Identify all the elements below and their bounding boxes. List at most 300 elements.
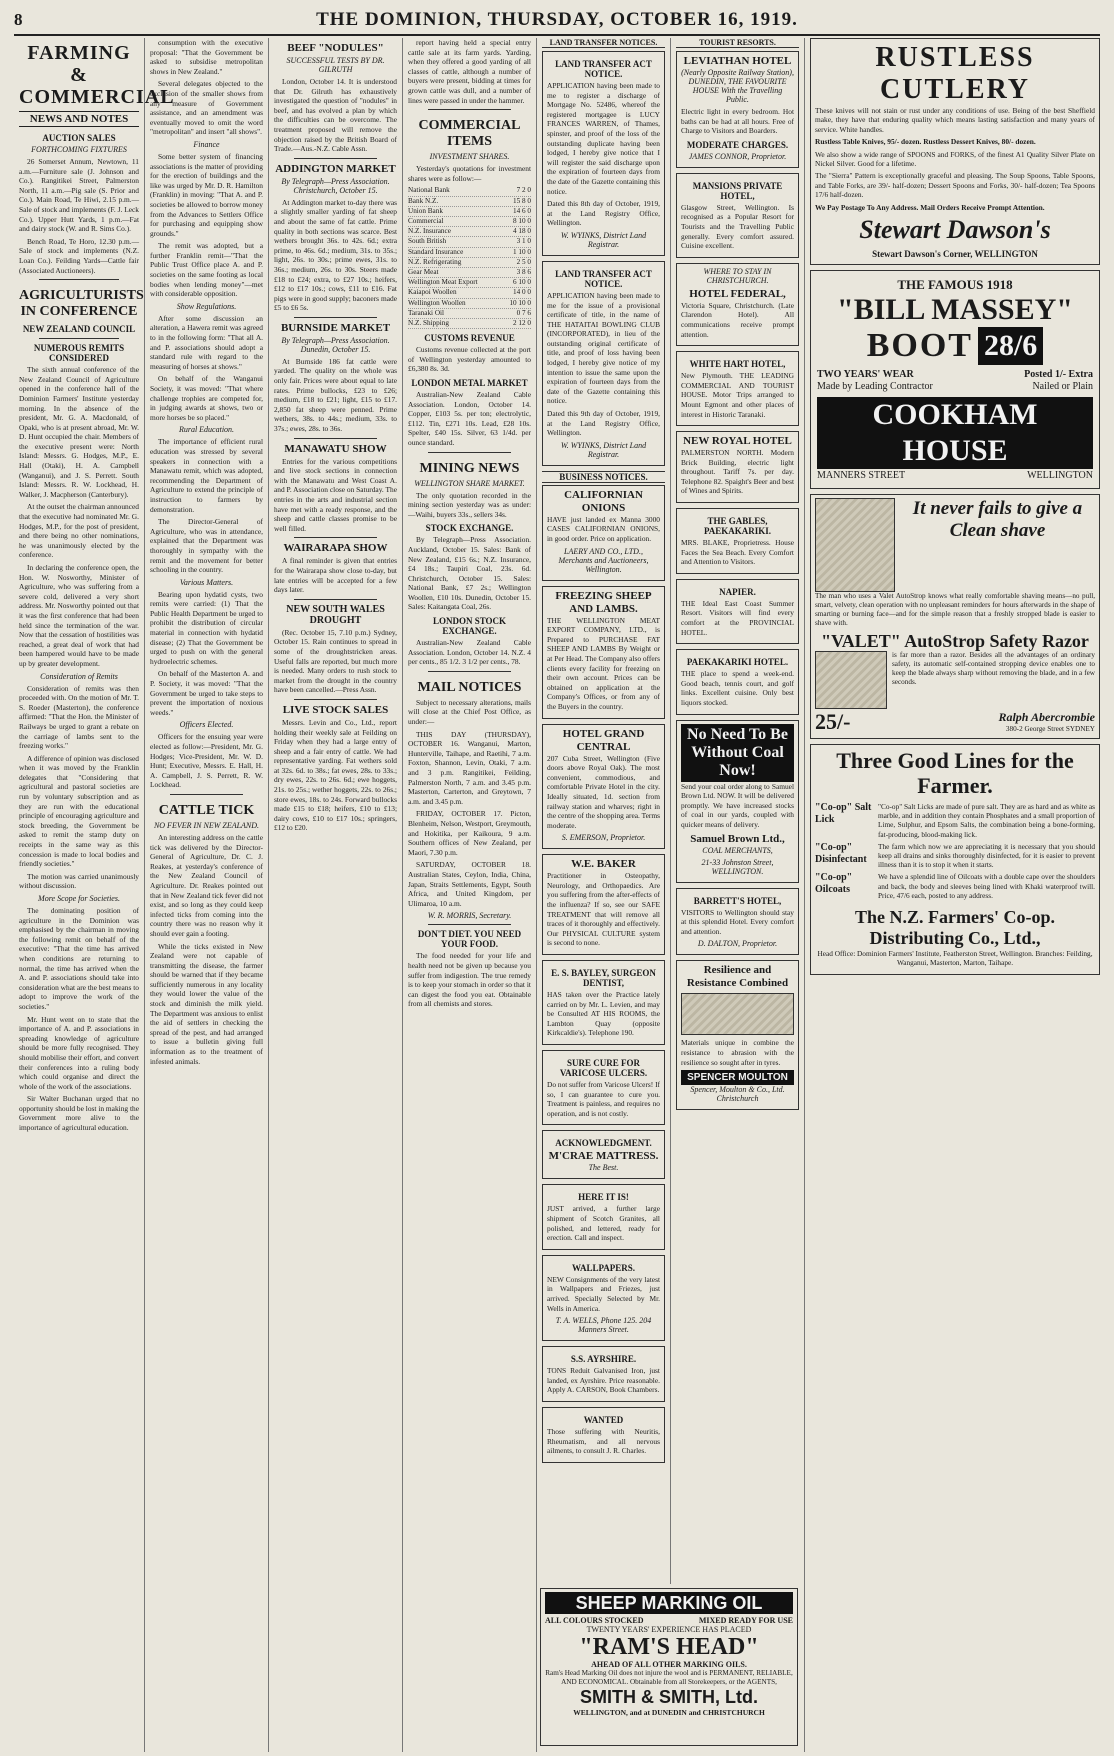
- ad-title: SHEEP MARKING OIL: [545, 1592, 793, 1614]
- ad-text: is far more than a razor. Besides all the advantages of an ordinary safety, its automatic self-contained stropping device enables one to keep the blade always sharp without removing the blade, and in a few seconds.: [892, 651, 1095, 687]
- share-name: South British: [408, 237, 447, 246]
- ad-title: Resilience and Resistance Combined: [686, 964, 789, 990]
- share-price: 14 6 0: [513, 206, 531, 215]
- notice-date: Dated this 8th day of October, 1919, at the Land Registry Office, Wellington.: [547, 199, 660, 228]
- divider: [170, 794, 243, 795]
- table-row: [408, 217, 531, 227]
- auction-text-1: 26 Somerset Annum, Newtown, 11 a.m.—Furniture sale (J. Johnson and Co.). Rangitikei Street, Palmerston North, 11 a.m.—Pig sale (S. Prior and Co.). Main Road, Te Hiwi, 2.15 p.m.—Sale of stock and implements (F. J. Leck Co.). Upper Hutt Yards, 1 p.m.—Fat and dairy stock (W. and R. Sims Co.).: [19, 157, 139, 234]
- burnside-title: BURNSIDE MARKET: [280, 321, 391, 334]
- ad-title: WANTED: [583, 1414, 624, 1425]
- rural-heading: Rural Education.: [178, 425, 235, 435]
- table-row: [408, 319, 531, 329]
- article-para: A final reminder is given that entries for the Wairarapa show close to-day, but late entries will be accepted for a few days later.: [274, 556, 397, 595]
- baker-ad: [542, 854, 665, 955]
- agri-para: At the outset the chairman announced that the executive had nominated Mr. G. Hodges, M.P., for the post of president, and there being no other nominations, he was unanimously elected by the conference.: [19, 502, 139, 560]
- ad-text: The farm which now we are appreciating it is necessary that you should keep all drains and sinks thoroughly disinfected, for it is easier to prevent illness than it is to stop it when it starts.: [878, 841, 1095, 870]
- divider: [428, 452, 511, 453]
- ad-title: NEW ROYAL HOTEL: [683, 435, 792, 448]
- article-para: At Addington market to-day there was a slightly smaller yarding of fat sheep and about the same of fat cattle. Prime quality in both sections was scarce. Best wethers brought 36s. to 42s. 6d.; extra prime, to 46s. 6d.; medium, 31s. to 35s.; light, 26s. to 30s.; prime ewes, 31s. to 36s.; medium, 26s. to 30s. Steers made £18 to £24; extra, to £27 10s.; heifers, £12 to £17 10s.; cows, £11 to £16. Fat pigs were in good supply; baconers made £5 to £6 5s.: [274, 197, 397, 313]
- sheep-options: [545, 1616, 793, 1625]
- razor-case-illustration: [815, 651, 887, 709]
- share-price: 2 12 0: [513, 318, 531, 327]
- ad-title: FREEZING SHEEP AND LAMBS.: [555, 589, 652, 615]
- article-para: The Director-General of Agriculture, who was in attendance, explained that the Department was thoroughly in sympathy with the remit and the movement for better schooling in the country.: [150, 517, 263, 575]
- share-name: Commercial: [408, 216, 444, 225]
- agri-para: Sir Walter Buchanan urged that no opportunity should be lost in making the Government more alive to the importance of agricultural education.: [19, 1094, 139, 1133]
- article-para: Officers for the ensuing year were elected as follow:—President, Mr. G. Hodges; Vice-President, Mr. W. D. Hunt; Executive, Messrs. E. Hall, H. A. Campbell, J. S. Perrett, R. W. Lockhead.: [150, 732, 263, 790]
- mail-intro: Subject to necessary alterations, mails will close at the Chief Post Office, as under:—: [408, 697, 531, 727]
- ad-title: RUSTLESS CUTLERY: [875, 42, 1035, 105]
- table-row: [408, 186, 531, 196]
- mansions-ad: [676, 173, 799, 258]
- ad-title: "BILL MASSEY": [837, 293, 1073, 327]
- ad-address: MANNERS STREET: [817, 470, 906, 482]
- article-para: Messrs. Levin and Co., Ltd., report holding their weekly sale at Feilding on Friday when they had a large entry of sheep and a fair entry of cattle. We had representative yarding. Fat wethers sold at 32s. 6d. to 38s.; fat ewes, 28s. to 33s.; dry ewes, 22s. to 26s. 6d.; ewe hoggets, 21s. to 25s.; wether hoggets, 22s. to 26s.; store ewes, 18s. to 24s. Forward bullocks made £15 to £18; heifers, £10 to £13; dairy cows, £10 to £17 10s.; springers, £12 to £20.: [274, 717, 397, 833]
- ad-price: 28/6: [978, 327, 1043, 365]
- finance-heading: Finance: [193, 139, 220, 149]
- table-row: [408, 197, 531, 207]
- beef-title: BEEF "NODULES": [287, 42, 384, 54]
- land-transfer-notice-2: [542, 261, 665, 466]
- table-row: [408, 258, 531, 268]
- tyre-ad: [676, 960, 799, 1110]
- ayrshire-ad: [542, 1346, 665, 1402]
- share-price: 0 7 6: [516, 308, 531, 317]
- article-para: London, October 14. It is understood that Dr. Gilruth has exhaustively investigated the question of "nodules" in beef, and has evolved a plan by which the difficulties can be overcome. The treatment proposed will remove the objection raised by the British Board of Trade.—Aus.-N.Z. Cable Assn.: [274, 77, 397, 154]
- article-para: Customs revenue collected at the port of Wellington yesterday amounted to £6,380 8s. 3d.: [408, 345, 531, 374]
- ad-brand: The N.Z. Farmers' Co-op. Distributing Co., Ltd.,: [855, 907, 1055, 949]
- ad-title: HERE IT IS!: [578, 1192, 629, 1203]
- business-header: BUSINESS NOTICES.: [542, 471, 665, 483]
- share-price: 3 8 6: [516, 267, 531, 276]
- table-row: [408, 278, 531, 288]
- commercial-title: COMMERCIAL ITEMS: [418, 118, 521, 150]
- mining-title: MINING NEWS: [419, 460, 520, 476]
- agri-para: The motion was carried unanimously without discussion.: [19, 871, 139, 891]
- share-name: National Bank: [408, 186, 450, 195]
- table-row: [408, 299, 531, 309]
- ad-brand: M'CRAE MATTRESS.: [548, 1150, 659, 1163]
- ad-brand: COOKHAM HOUSE: [817, 397, 1093, 469]
- notice-text: APPLICATION having been made to me for the issue of a provisional certificate of title, in the name of THE HATAITAI BOWLING CLUB (INCORPORATED), in lieu of the outstanding original certificate of title, and proof of loss having been lodged, I hereby give notice of my intention to issue the same upon the expiration of fourteen days from the date of the Gazette containing this notice.: [547, 290, 660, 406]
- notice-title: LAND TRANSFER ACT NOTICE.: [555, 59, 652, 79]
- various-heading: Various Matters.: [179, 577, 234, 587]
- ad-text: AHEAD OF ALL OTHER MARKING OILS.: [591, 1660, 747, 1669]
- share-price: 2 5 0: [516, 257, 531, 266]
- coop-line: [815, 872, 1095, 903]
- hotel-grand-central-ad: [542, 724, 665, 850]
- share-price: 7 2 0: [516, 186, 531, 195]
- article-para: consumption with the executive proposal: "That the Government be asked to subsidise metropolitan shows in New Zealand.": [150, 38, 263, 76]
- ad-signature: LAERY AND CO., LTD., Merchants and Auctioneers, Wellington.: [558, 546, 649, 574]
- table-row: [408, 309, 531, 319]
- ad-text: These knives will not stain or rust under any conditions of use. Being of the best Sheffield make, they have that enduring quality which means lasting satisfaction and many years of service. White handles.: [815, 106, 1095, 134]
- cattle-tick-title: CATTLE TICK: [158, 802, 255, 818]
- london-exchange-title: LONDON STOCK EXCHANGE.: [432, 616, 507, 637]
- table-row: [408, 248, 531, 258]
- cookham-address: [817, 469, 1093, 482]
- ad-text: Practitioner in Osteopathy, Neurology, and Orthopaedics. Are you suffering from the after-effects of the influenza? If so, see our SAFE TREATMENT that will remove all traces of it thoroughly and effectively. Our PHYSICAL CULTURE system is second to none.: [547, 871, 660, 948]
- shaving-man-illustration: [815, 498, 895, 592]
- razor-top: [815, 498, 1095, 592]
- addington-subtitle: By Telegraph—Press Association. Christchurch, October 15.: [281, 176, 390, 195]
- article-para: The remit was adopted, but a further Franklin remit—"That the Public Trust Office place A. and P. societies on the same footing as local bodies when lending money"—met with considerable opposition.: [150, 241, 263, 299]
- share-name: N.Z. Insurance: [408, 227, 451, 236]
- ad-text: Glasgow Street, Wellington. Is recognised as a Popular Resort for Tourists and the Travelling Public generally. Every comfort assured. Cuisine excellent.: [681, 202, 794, 251]
- ad-text: We have a splendid line of Oilcoats with a double cape over the shoulders and back, the body and sleeves being lined with Khaki waterproof twill. Price, 47/6 each, posted to any address.: [878, 872, 1095, 900]
- ad-brand: "RAM'S HEAD": [579, 1634, 759, 1660]
- ad-text: NEW Consignments of the very latest in Wallpapers and Friezes, just arrived. Specially Selected by Mr. Wells in America.: [547, 1274, 660, 1313]
- ad-subtitle: COAL MERCHANTS,: [702, 845, 773, 855]
- share-price: 4 18 0: [513, 227, 531, 236]
- ad-text: TONS Reduit Galvanised Iron, just landed, ex Ayrshire. Price reasonable. Apply A. CARSON, Book Chambers.: [547, 1366, 660, 1395]
- london-metal-title: LONDON METAL MARKET: [411, 377, 528, 388]
- article-para: The only quotation recorded in the mining section yesterday was as under:—Waihi, buyers 33s., sellers 34s.: [408, 490, 531, 519]
- ad-text: HAS taken over the Practice lately carried on by Mr. L. Levien, and may be Consulted AT HIS ROOMS, the Lambton Quay (opposite Kirkcaldie's). Telephone 190.: [547, 990, 660, 1038]
- ad-text: MIXED READY FOR USE: [698, 1616, 793, 1625]
- addington-title: ADDINGTON MARKET: [275, 162, 396, 175]
- divider: [428, 924, 511, 925]
- article-para: On behalf of the Wanganui Society, it was moved: "That where challenge trophies are competed for, in judging awards at shows, two or more horses be so placed.": [150, 374, 263, 422]
- section-heading: FARMING & COMMERCIAL: [19, 42, 175, 108]
- column-notices: [536, 38, 670, 1752]
- ad-title: SURE CURE FOR VARICOSE ULCERS.: [559, 1058, 648, 1078]
- section-subheading: NEWS AND NOTES: [19, 111, 139, 127]
- farmers-coop-ad: [810, 744, 1100, 974]
- ad-word: BOOT: [866, 327, 973, 365]
- varicose-ad: [542, 1050, 665, 1125]
- ad-text: The "Sierra" Pattern is exceptionally graceful and pleasing. The Soup Spoons, Table Spoons, and Table Forks, are 39/- half-dozen; Dessert Spoons and Forks, 30/- half-dozen; Tea Spoons 17/6 half-dozen.: [815, 171, 1095, 200]
- ad-title: E. S. BAYLEY, SURGEON DENTIST,: [551, 968, 656, 989]
- diet-title: DON'T DIET. YOU NEED YOUR FOOD.: [417, 929, 522, 950]
- boot-details: [817, 369, 1093, 393]
- tourist-header: TOURIST RESORTS.: [676, 38, 799, 48]
- divider: [294, 537, 377, 538]
- share-name: Taranaki Oil: [408, 308, 445, 317]
- article-para: The importance of efficient rural education was stressed by several speakers in connection with a Manawatu remit, which was adopted, recommending the Department of Agriculture to extend the principle of instruction to farmers by demonstration.: [150, 437, 263, 514]
- share-name: Wellington Meat Export: [408, 278, 478, 287]
- autostrop-razor-ad: [810, 494, 1100, 739]
- ad-text: Made by Leading Contractor: [817, 381, 933, 393]
- ad-address: WELLINGTON: [1027, 470, 1093, 482]
- article-para: Australian-New Zealand Cable Association. London, October 14. Copper, £103 5s. per ton; electrolytic, £112. Tin, £271 10s. Lead, £28 10s. Spelter, £40 15s. Silver, 63 1/4d. per ounce standard.: [408, 389, 531, 447]
- ad-price: 25/-: [815, 709, 851, 735]
- ad-text: The Best.: [588, 1163, 619, 1173]
- share-name: Standard Insurance: [408, 247, 464, 256]
- white-hart-ad: [676, 351, 799, 426]
- ad-text: PALMERSTON NORTH. Modern Brick Building, electric light throughout. Tariff 7s. per day. Telephone 82. Spaight's Beer and best of Wines and Spirits.: [681, 448, 794, 496]
- agri-title: AGRICULTURISTS IN CONFERENCE: [19, 288, 144, 320]
- investment-table: [408, 186, 531, 329]
- remits-title: NUMEROUS REMITS CONSIDERED: [33, 343, 125, 364]
- acknowledgment-ad: [542, 1130, 665, 1179]
- ad-address: Head Office: Dominion Farmers' Institute, Featherston Street, Wellington. Branches: Feilding, Wanganui, Masterton, Marton, Taihape.: [817, 949, 1093, 968]
- ad-title: S.S. AYRSHIRE.: [570, 1354, 637, 1365]
- wanted-ad: [542, 1407, 665, 1463]
- ad-text: 207 Cuba Street, Wellington (Five doors above Royal Oak). The most convenient, commodious, and comfortable Private Hotel in the city. Ideally situated, 1d. section from railway station and wharves; right in the centre of the shopping area. Terms moderate.: [547, 753, 660, 830]
- share-name: N.Z. Refrigerating: [408, 257, 462, 266]
- mail-para: THIS DAY (THURSDAY), OCTOBER 16. Wanganui, Marton, Hunterville, Taihape, and Raetihi, 7 a.m. Foxton, Shannon, Levin, Otaki, 7 a.m. and 3 p.m. Rangitikei, Feilding, Palmerston North, 7 a.m. and 3.45 p.m. Masterton, Carterton, and Greytown, 7 a.m. and 3.45 p.m.: [408, 729, 531, 806]
- column-markets: [268, 38, 402, 1752]
- ad-signature: JAMES CONNOR, Proprietor.: [688, 151, 787, 161]
- notice-signature: W. WYINKS, District Land Registrar.: [560, 440, 647, 459]
- wairarapa-title: WAIRARAPA SHOW: [283, 542, 388, 555]
- article-para: By Telegraph—Press Association. Auckland, October 15. Sales: Bank of New Zealand, £15 6s.; N.Z. Insurance, £4 18s.; Taupiri Coal, 23s. 6d. Christchurch, October 15. Sales: National Bank, £7 2s.; Wellington Woollen, £10 10s. Dunedin, October 15. Sales: Kaitangata Coal, 26s.: [408, 535, 531, 612]
- razor-footer: [815, 709, 1095, 735]
- ad-text: Materials unique in combine the resistance to abrasion with the resilience so sought after in tyres.: [681, 1038, 794, 1067]
- column-commercial: [402, 38, 536, 1752]
- ad-label: "Co-op" Salt Lick: [815, 802, 872, 826]
- officers-heading: Officers Elected.: [179, 720, 234, 730]
- freezing-ad: [542, 586, 665, 719]
- article-para: (Rec. October 15, 7.10 p.m.) Sydney, October 15. Rain continues to spread in some of the droughtstricken areas. Useful falls are reported, but much more is needed. Many orders to rush stock to market from the drought in the country have been cancelled.—Press Assn.: [274, 627, 397, 695]
- ad-title: MANSIONS PRIVATE HOTEL,: [692, 180, 783, 201]
- notice-text: APPLICATION having been made to me to register a discharge of Mortgage No. 52486, whereof the registered mortgagee is LUCY FRANCES WARREN, of Thames, spinster, and proof of the loss of the outstanding duplicate having been lodged, I hereby give notice that I will register the said discharge upon the expiration of fourteen days from the date of the Gazette containing this notice.: [547, 81, 660, 196]
- notice-date: Dated this 9th day of October, 1919, at the Land Registry Office, Wellington.: [547, 409, 660, 438]
- ad-title: CALIFORNIAN ONIONS: [564, 488, 643, 514]
- ad-text: Nailed or Plain: [1032, 381, 1093, 393]
- manawatu-title: MANAWATU SHOW: [284, 442, 387, 455]
- stock-exchange-title: STOCK EXCHANGE.: [425, 523, 514, 534]
- ad-tagline: It never fails to give a Clean shave: [912, 498, 1083, 542]
- ad-text: THE Ideal East Coast Summer Resort. Visitors will find every comfort at the PROVINCIAL HOTEL.: [681, 598, 794, 637]
- ad-text: Victoria Square, Christchurch. (Late Clarendon Hotel). All communications receive prompt attention.: [681, 300, 794, 339]
- agri-para: Consideration of remits was then proceeded with. On the motion of Mr. T. S. Roeder (Masterton), the conference affirmed: "That the Hon. the Minister of Railways be urged to grant a rebate on the carriage of lambs sent to the freezing works.": [19, 683, 139, 751]
- agri-para: The dominating position of agriculture in the Dominion was emphasised by the chairman in moving the following remit on behalf of the executive: "That the time has arrived when conditions are returning to normal, the time has arrived when the A. and P. associations should take into consideration what are the best means to adopt to improve the work of the societies.": [19, 906, 139, 1011]
- mail-title: MAIL NOTICES: [417, 679, 522, 695]
- ad-prices: Rustless Table Knives, 95/- dozen. Rustless Dessert Knives, 80/- dozen.: [815, 137, 1036, 147]
- article-para: Entries for the various competitions and live stock sections in connection with the Manawatu and West Coast A. and P. Association close on Saturday. The entries in the arts and industrial section have met with a ready response, and the sheep and cattle classes promise to be well filled.: [274, 456, 397, 533]
- customs-title: CUSTOMS REVENUE: [424, 333, 515, 344]
- investment-title: INVESTMENT SHARES.: [429, 152, 510, 162]
- ad-address: Stewart Dawson's Corner, WELLINGTON: [872, 249, 1038, 260]
- ad-brand: "VALET" AutoStrop Safety Razor: [821, 631, 1089, 652]
- ad-text: THE WELLINGTON MEAT EXPORT COMPANY, LTD., is Prepared to PURCHASE FAT SHEEP AND LAMBS By Weight or at Per Head. The Company also offers clients every facility for freezing on their own account. Prices can be obtained on application at the Company's Offices, or from any of the Buyers in the country.: [547, 615, 660, 711]
- onions-ad: [542, 485, 665, 581]
- ad-address: WELLINGTON, and at DUNEDIN and CHRISTCHURCH: [573, 1708, 765, 1717]
- article-para: At Burnside 186 fat cattle were yarded. The quality on the whole was only fair. Prices were about equal to late rates. Prime bullocks, £23 to £26; medium, £18 to £21; light, £15 to £17. 2,850 fat sheep were penned. Prime wethers, 38s. to 44s.; medium, 33s. to 37s.; ewes, 28s. to 36s.: [274, 356, 397, 434]
- tyre-illustration: [681, 993, 794, 1035]
- leviathan-ad: [676, 51, 799, 168]
- napier-ad: [676, 579, 799, 644]
- divider: [294, 158, 377, 159]
- ad-address: 380-2 George Street SYDNEY: [1005, 725, 1095, 734]
- agri-para: A difference of opinion was disclosed when it was moved by the Franklin delegates that "Considering that agricultural and pastoral societies are run by voluntary subscription and as they are run with the educational principle of encouraging agriculture and stock breeding, the Government be asked to remit the stamp duty on receipts in the same way as this concession is made to local bodies and friendly societies.": [19, 753, 139, 869]
- ad-kicker: THE FAMOUS 1918: [897, 277, 1013, 293]
- ad-title: THE GABLES, PAEKAKARIKI.: [703, 516, 772, 537]
- notice-signature: W. WYINKS, District Land Registrar.: [560, 230, 647, 249]
- column-farming: [14, 38, 175, 1752]
- ad-title: W.E. BAKER: [571, 858, 636, 871]
- razor-bottom: [815, 651, 1095, 709]
- mail-para: FRIDAY, OCTOBER 17. Picton, Blenheim, Nelson, Westport, Greymouth, and Hokitika, per Kaikoura, 9 a.m. Southern offices of New Zealand, per Maori, 7.30 p.m.: [408, 809, 531, 857]
- bill-massey-boot-ad: [810, 270, 1100, 489]
- divider: [39, 279, 119, 280]
- article-para: After some discussion an alteration, a Hawera remit was agreed to in the following form: "That all A. and P. associations should adopt a standard rule with regard to the measuring of horses at shows.": [150, 313, 263, 371]
- share-price: 10 10 0: [509, 298, 531, 307]
- article-para: While the ticks existed in New Zealand were not capable of transmitting the disease, the farmer should be warned that if they became sufficiently numerous in any locality they would lower the value of the stock and diminish the milk yield. The Department was anxious to enlist the aid of settlers in checking the spread of the pest, and had arranged to issue a bulletin giving full information as to the treatment of infested animals.: [150, 941, 263, 1066]
- ad-text: We also show a wide range of SPOONS and FORKS, of the finest A1 Quality Silver Plate on Nickel Silver. Good for a lifetime.: [815, 149, 1095, 169]
- ad-title: No Need To Be Without Coal Now!: [681, 724, 794, 782]
- ad-label: "Co-op" Oilcoats: [815, 872, 853, 896]
- divider: [294, 438, 377, 439]
- column-tourist: [670, 38, 804, 1584]
- land-transfer-header: LAND TRANSFER NOTICES.: [542, 38, 665, 48]
- ad-title: NAPIER.: [719, 586, 756, 597]
- table-row: [408, 237, 531, 247]
- burnside-subtitle: By Telegraph—Press Association. Dunedin, October 15.: [281, 335, 390, 354]
- table-row: [408, 207, 531, 217]
- boot-price-row: [817, 327, 1093, 365]
- auction-text-2: Bench Road, Te Horo, 12.30 p.m.—Sale of stock and implements (N.Z. Loan Co.). Feilding Yards—Cattle fair (Associated Auctioneers).: [19, 236, 139, 275]
- show-heading: Show Regulations.: [176, 301, 237, 311]
- ad-signature: D. DALTON, Proprietor.: [697, 939, 778, 949]
- agri-subtitle: NEW ZEALAND COUNCIL: [22, 324, 136, 335]
- ad-title: HOTEL GRAND CENTRAL: [562, 727, 645, 753]
- ad-label: "Co-op" Disinfectant: [815, 841, 867, 865]
- masthead-title: THE DOMINION, THURSDAY, OCTOBER 16, 1919.: [316, 9, 798, 30]
- ad-agent: SMITH & SMITH, Ltd.: [580, 1687, 758, 1707]
- table-row: [408, 268, 531, 278]
- wallpapers-ad: [542, 1255, 665, 1341]
- nsw-title: NEW SOUTH WALES DROUGHT: [286, 603, 385, 626]
- ad-title: LEVIATHAN HOTEL: [683, 55, 792, 67]
- ad-agent: Ralph Abercrombie: [998, 710, 1095, 725]
- ad-text: We Pay Postage To Any Address. Mail Orders Receive Prompt Attention.: [815, 202, 1045, 212]
- ad-title: WALLPAPERS.: [571, 1262, 636, 1273]
- ad-text: The man who uses a Valet AutoStrop knows what really comfortable shaving means—no pull, smart, velvety, clean operation with no unpleasant reminders for hours afterwards in the shape of smarting or burning face—and for the simple reason that a freshly stropped blade is easier to shave with.: [815, 592, 1095, 628]
- ad-text: Those suffering with Neuritis, Rheumatism, and all nervous ailments, to consult J. R. Charles.: [547, 1426, 660, 1456]
- ad-text: MRS. BLAKE, Proprietress. House Faces the Sea Beach. Every Comfort and Attention to Visitors.: [681, 538, 794, 567]
- share-price: 15 8 0: [513, 196, 531, 205]
- ad-brand: SPENCER MOULTON: [681, 1070, 794, 1085]
- ad-title: HOTEL FEDERAL,: [689, 287, 786, 300]
- article-para: report having held a special entry cattle sale at its farm yards. Yarding, when they offered a good yarding of all classes of cattle, although a number of buyers were present, bidding at times for grown cattle was dull, and a number of lines were passed in under the hammer.: [408, 38, 531, 105]
- share-name: Kaiapoi Woollen: [408, 288, 457, 297]
- investment-intro: Yesterday's quotations for investment shares were as follow:—: [408, 164, 531, 183]
- ad-text: Ram's Head Marking Oil does not injure the wool and is PERMANENT, RELIABLE, AND ECONOMICAL. Obtainable from all Storekeepers, or the AGENTS,: [545, 1669, 793, 1686]
- article-para: The food needed for your life and health need not be given up because you suffer from indigestion. The true remedy is to keep your stomach in order so that it can digest the food you eat. Obtainable from all chemists and stores.: [408, 951, 531, 1009]
- ad-text: HAVE just landed ex Manna 3000 CASES CALIFORNIAN ONIONS, in good order. Price on application.: [547, 514, 660, 543]
- rustless-cutlery-ad: [810, 38, 1100, 265]
- article-para: Several delegates objected to the exclusion of the smaller shows from any measure of Government assistance, and an amendment was eventually moved to omit the word "metropolitan" and insert "all shows".: [150, 79, 263, 137]
- table-row: [408, 227, 531, 237]
- livestock-title: LIVE STOCK SALES: [282, 703, 389, 716]
- ad-text: VISITORS to Wellington should stay at this splendid Hotel. Every comfort and attention.: [681, 907, 794, 936]
- mail-para: SATURDAY, OCTOBER 18. Australian States, Ceylon, India, China, Japan, Straits Settlements, Egypt, South Africa, and United Kingdom, per Ulimaroa, 10 a.m.: [408, 860, 531, 908]
- article-para: Australian-New Zealand Cable Association. London, October 14. N.Z. 4 per cents., 85 1/2. 3 1/2 per cents., 78.: [408, 638, 531, 667]
- column-ads: [804, 38, 1100, 1752]
- ad-text: TWO YEARS' WEAR: [817, 369, 914, 381]
- share-name: Bank N.Z.: [408, 196, 439, 205]
- ad-text: JUST arrived, a further large shipment of Scotch Granites, all polished, and lettered, ready for erection. Call and inspect.: [547, 1204, 660, 1243]
- ad-title: PAEKAKARIKI HOTEL.: [686, 657, 789, 668]
- more-scope-heading: More Scope for Societies.: [38, 894, 120, 903]
- agri-para: Mr. Hunt went on to state that the importance of A. and P. associations in spreading knowledge of agriculture should be more fully recognised. They should mobilise their effort, and convert their conferences into a ruling body which could organise and direct the whole of the work of the associations.: [19, 1014, 139, 1091]
- column-conference-cont: [144, 38, 268, 1752]
- granites-ad: [542, 1184, 665, 1249]
- cattle-tick-subtitle: NO FEVER IN NEW ZEALAND.: [153, 820, 260, 830]
- ad-text: Do not suffer from Varicose Ulcers! If so, I can guarantee to cure you. Treatment is painless, and requires no operation, and is not costly.: [547, 1080, 661, 1118]
- divider: [294, 699, 377, 700]
- ad-text: Posted 1/- Extra: [1024, 369, 1093, 381]
- coop-line: [815, 802, 1095, 842]
- ad-title: ACKNOWLEDGMENT.: [555, 1138, 652, 1149]
- ad-address: 21-33 Johnston Street, WELLINGTON.: [701, 857, 774, 876]
- sheep-marking-oil-ad: [540, 1588, 798, 1746]
- mail-signature: W. R. MORRIS, Secretary.: [427, 911, 512, 921]
- share-name: Union Bank: [408, 206, 443, 215]
- federal-ad: [676, 263, 799, 346]
- ad-text: THE place to spend a week-end. Good beach, tennis court, and golf links. Excellent cuisine. Only best liquors stocked.: [681, 669, 794, 707]
- page-number: 8: [14, 10, 23, 29]
- ad-signature: T. A. WELLS, Phone 125. 204 Manners Street.: [555, 1316, 652, 1335]
- coop-line: [815, 842, 1095, 873]
- agri-para: In declaring the conference open, the Hon. W. Nosworthy, Minister of Agriculture, who was suffering from a severe cold, delivered a very short address. Mr. Nosworthy pointed out that it was the first conference that had been held since the termination of the war. Now that the cessation of hostilities was reached, a great deal of work that had been hampered would have to be made up by greater development.: [19, 563, 139, 668]
- ad-title: BARRETT'S HOTEL,: [693, 895, 782, 906]
- article-para: An interesting address on the cattle tick was delivered by the Director-General of Agriculture, Dr. C. J. Reakes, at yesterday's conference of the New Zealand Council of Agriculture. Dr. Reakes pointed out that in New Zealand tick fever did not exist, and so long as they could keep infected ticks from coming into the country there was no reason why it should ever gain a footing.: [150, 832, 263, 938]
- ad-text: Electric light in every bedroom. Hot baths can be had at all hours. Free of Charge to Visitors and Boarders.: [681, 107, 794, 136]
- ad-subtitle: (Nearly Opposite Railway Station), DUNEDIN, THE FAVOURITE HOUSE With the Travelling Public.: [681, 68, 794, 104]
- table-row: [408, 288, 531, 298]
- coal-ad: [676, 720, 799, 883]
- article-para: Bearing upon hydatid cysts, two remits were carried: (1) That the Public Health Department be urged to prohibit the distribution of circular material in connection with hydatid disease; (2) That the Government be urged to push on with the general hydroelectric schemes.: [150, 589, 263, 666]
- ad-text: TWENTY YEARS' EXPERIENCE HAS PLACED: [586, 1625, 752, 1634]
- masthead: [14, 6, 1100, 36]
- ad-text: Send your coal order along to Samuel Brown Ltd. NOW. It will be delivered promptly. We have increased stocks of coal in our yards, coupled with quicker means of delivery.: [681, 781, 794, 829]
- share-name: Gear Meat: [408, 267, 439, 276]
- ad-kicker: WHERE TO STAY IN CHRISTCHURCH.: [703, 266, 772, 285]
- share-name: Wellington Woollen: [408, 298, 466, 307]
- divider: [294, 599, 377, 600]
- auction-title: AUCTION SALES: [42, 133, 116, 143]
- divider: [428, 671, 511, 672]
- land-transfer-notice-1: [542, 51, 665, 256]
- ad-signature: S. EMERSON, Proprietor.: [561, 833, 646, 843]
- mining-subtitle: WELLINGTON SHARE MARKET.: [414, 478, 525, 488]
- divider: [294, 317, 377, 318]
- ad-charges: MODERATE CHARGES.: [686, 139, 789, 150]
- new-royal-ad: [676, 431, 799, 503]
- gables-ad: [676, 508, 799, 574]
- ad-text: New Plymouth. THE LEADING COMMERCIAL AND TOURIST HOUSE. Motor Trips arranged to Mount Egmont and other places of interest in Historic Taranaki.: [681, 371, 794, 419]
- bayley-ad: [542, 960, 665, 1045]
- auction-subtitle: FORTHCOMING FIXTURES: [31, 145, 127, 154]
- ad-title: Three Good Lines for the Farmer.: [836, 748, 1074, 799]
- ad-text: ALL COLOURS STOCKED: [545, 1616, 644, 1625]
- ad-signature: Spencer, Moulton & Co., Ltd. Christchurch: [690, 1085, 785, 1104]
- article-para: On behalf of the Masterton A. and P. Society, it was moved: "That the Government be urged to take steps to prevent the importation of noxious weeds.": [150, 669, 263, 717]
- ad-title: WHITE HART HOTEL,: [689, 359, 786, 370]
- notice-title: LAND TRANSFER ACT NOTICE.: [555, 268, 652, 289]
- share-price: 14 0 0: [513, 288, 531, 297]
- article-para: Some better system of financing associations is the matter of providing for the erection of buildings and the like was urged by Mr. D. R. Hamilton (Franklin) in moving: "That A. and P. societies be allowed to borrow money from the Advances to Settlers Office for purchasing and equipping show grounds.": [150, 151, 263, 238]
- divider: [39, 338, 119, 339]
- share-name: N.Z. Shipping: [408, 318, 449, 327]
- remits-subheading: Consideration of Remits: [40, 671, 118, 681]
- share-price: 1 10 0: [513, 247, 531, 256]
- divider: [428, 109, 511, 110]
- share-price: 8 10 0: [513, 216, 531, 225]
- beef-subtitle: SUCCESSFUL TESTS BY DR. GILRUTH: [286, 56, 385, 74]
- ad-brand: Stewart Dawson's: [859, 215, 1051, 245]
- barretts-ad: [676, 888, 799, 956]
- ad-text: "Co-op" Salt Licks are made of pure salt. They are as hard and as white as marble, and in addition they contain Phosphates and a small proportion of Lime, Sulphur, and Epsom Salts, the combination being a bone-forming, fat-producing, blood-making lick.: [878, 802, 1095, 839]
- paekakariki-ad: [676, 649, 799, 714]
- share-price: 6 10 0: [513, 278, 531, 287]
- agri-para: The sixth annual conference of the New Zealand Council of Agriculture opened in the conference hall of the Dominion Farmers' Institute yesterday morning. In the absence of the president, Mr. G. A. Macdonald, of Opaki, who is at present abroad, Mr. W. D. Hunt occupied the chair. Members of the executive present were: North Island: Messrs. G. Hodges, M.P., E. Hall (Otaki), H. A. Campbell (Wanganui), and J. S. Perrett. South Island: Messrs. R. W. Lockhead, H. Walker, J. Macpherson (Canterbury).: [19, 365, 139, 499]
- ad-brand: Samuel Brown Ltd.,: [690, 832, 785, 845]
